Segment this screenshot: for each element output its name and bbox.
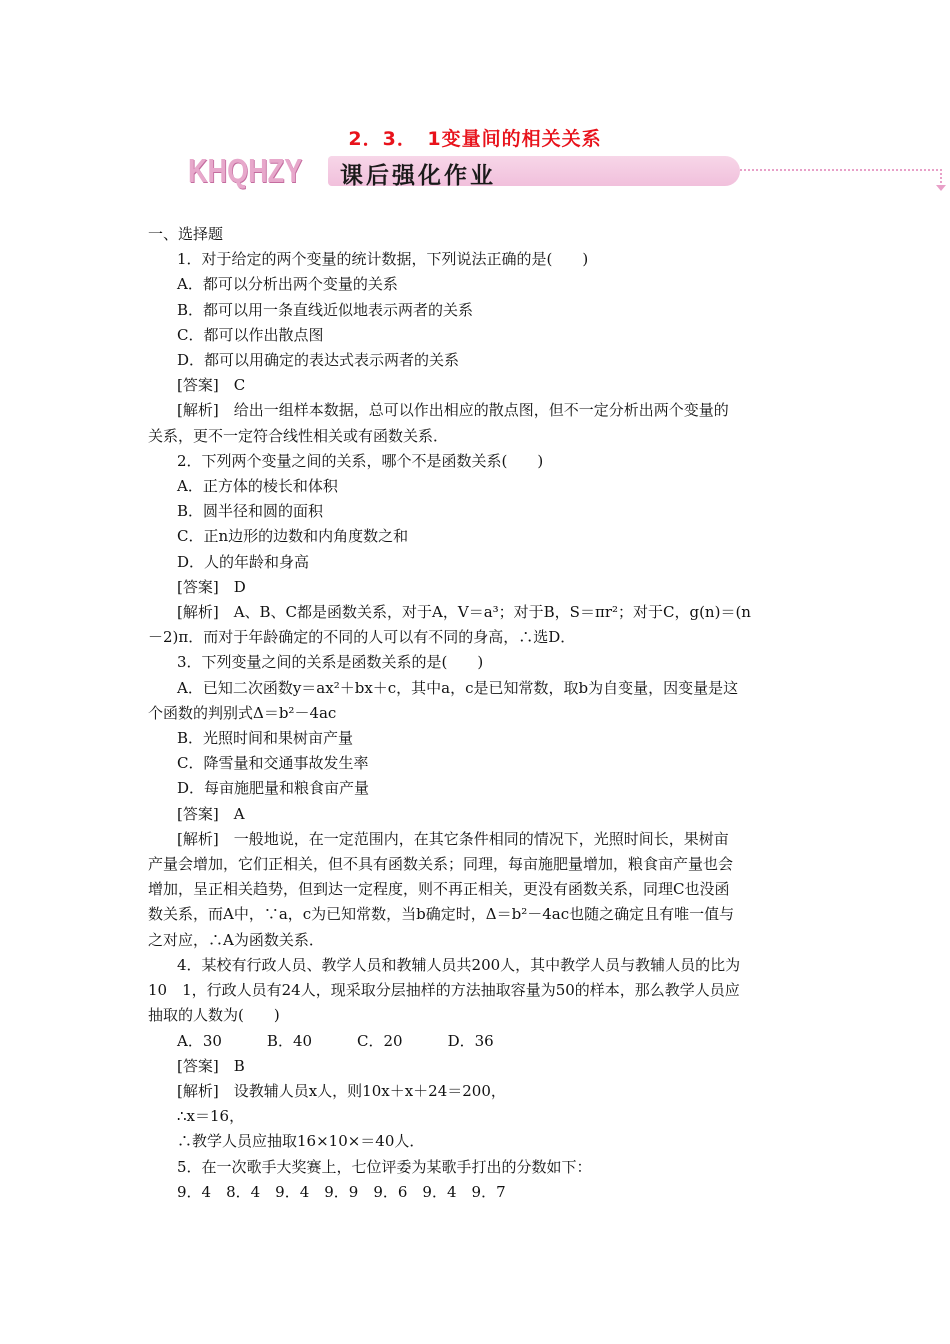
analysis-line: －2)π．而对于年龄确定的不同的人可以有不同的身高，∴选D． bbox=[148, 628, 576, 647]
answer-line: [答案] A bbox=[177, 804, 245, 823]
analysis-line: ∴教学人员应抽取16×10×＝40人． bbox=[177, 1132, 425, 1151]
question-stem: 2．下列两个变量之间的关系，哪个不是函数关系( ) bbox=[177, 451, 544, 470]
option-line: 个函数的判别式Δ＝b²－4ac bbox=[148, 703, 337, 722]
document-body bbox=[148, 222, 808, 1205]
arrow-down-icon bbox=[936, 185, 946, 191]
option-line: A．已知二次函数y＝ax²＋bx＋c，其中a，c是已知常数，取b为自变量，因变量是这 bbox=[177, 678, 739, 697]
brand-logo: KHQHZY bbox=[188, 152, 303, 189]
option-line: D．都可以用确定的表达式表示两者的关系 bbox=[177, 351, 460, 370]
question-stem: 5．在一次歌手大奖赛上，七位评委为某歌手打出的分数如下： bbox=[177, 1157, 592, 1176]
section-banner bbox=[188, 152, 768, 192]
banner-pill bbox=[328, 156, 740, 189]
analysis-line: 之对应，∴A为函数关系． bbox=[148, 930, 324, 949]
option-line: B．光照时间和果树亩产量 bbox=[177, 729, 354, 748]
analysis-line: [解析] 一般地说，在一定范围内，在其它条件相同的情况下，光照时间长，果树亩 bbox=[177, 829, 729, 848]
analysis-line: [解析] 给出一组样本数据，总可以作出相应的散点图，但不一定分析出两个变量的 bbox=[177, 401, 729, 420]
analysis-line: [解析] 设教辅人员x人，则10x＋x＋24＝200， bbox=[177, 1081, 506, 1100]
page-title: 2．3． 1变量间的相关关系 bbox=[348, 128, 602, 150]
question-stem: 10 1，行政人员有24人，现采取分层抽样的方法抽取容量为50的样本，那么教学人员应 bbox=[148, 981, 740, 1000]
question-stem: 4．某校有行政人员、教学人员和教辅人员共200人，其中教学人员与教辅人员的比为 bbox=[177, 955, 741, 974]
dotted-line bbox=[740, 169, 942, 171]
analysis-line: 数关系，而A中，∵a，c为已知常数，当b确定时，Δ＝b²－4ac也随之确定且有唯一值与 bbox=[148, 905, 735, 924]
analysis-line: 产量会增加，它们正相关，但不具有函数关系；同理，每亩施肥量增加，粮食亩产量也会 bbox=[148, 855, 734, 874]
question-stem: 抽取的人数为( ) bbox=[148, 1006, 280, 1025]
option-line: D．人的年龄和身高 bbox=[177, 552, 310, 571]
analysis-line: 关系，更不一定符合线性相关或有函数关系． bbox=[148, 426, 449, 445]
option-line: C．正n边形的边数和内角度数之和 bbox=[177, 527, 409, 546]
option-line: A．都可以分析出两个变量的关系 bbox=[177, 275, 398, 294]
answer-line: [答案] C bbox=[177, 376, 246, 395]
analysis-line: 增加，呈正相关趋势，但到达一定程度，则不再正相关，更没有函数关系，同理C也没函 bbox=[148, 880, 730, 899]
analysis-line: [解析] A、B、C都是函数关系，对于A，V＝a³；对于B，S＝πr²；对于C，g(n)＝(n bbox=[177, 603, 751, 622]
question-stem: 1．对于给定的两个变量的统计数据，下列说法正确的是( ) bbox=[177, 250, 589, 269]
option-line: C．降雪量和交通事故发生率 bbox=[177, 754, 369, 773]
option-line: A．正方体的棱长和体积 bbox=[177, 477, 338, 496]
section-heading: 一、选择题 bbox=[148, 225, 224, 243]
analysis-line: ∴x＝16， bbox=[177, 1107, 245, 1126]
option-line: A．30 B．40 C．20 D．36 bbox=[177, 1031, 494, 1050]
option-line: C．都可以作出散点图 bbox=[177, 325, 324, 344]
question-stem: 3．下列变量之间的关系是函数关系的是( ) bbox=[177, 653, 484, 672]
option-line: D．每亩施肥量和粮食亩产量 bbox=[177, 779, 370, 798]
answer-line: [答案] B bbox=[177, 1056, 245, 1075]
answer-line: [答案] D bbox=[177, 577, 246, 596]
score-list: 9．4 8．4 9．4 9．9 9．6 9．4 9．7 bbox=[177, 1182, 506, 1201]
banner-heading: 课后强化作业 bbox=[340, 163, 496, 189]
option-line: B．都可以用一条直线近似地表示两者的关系 bbox=[177, 300, 474, 319]
option-line: B．圆半径和圆的面积 bbox=[177, 502, 324, 521]
